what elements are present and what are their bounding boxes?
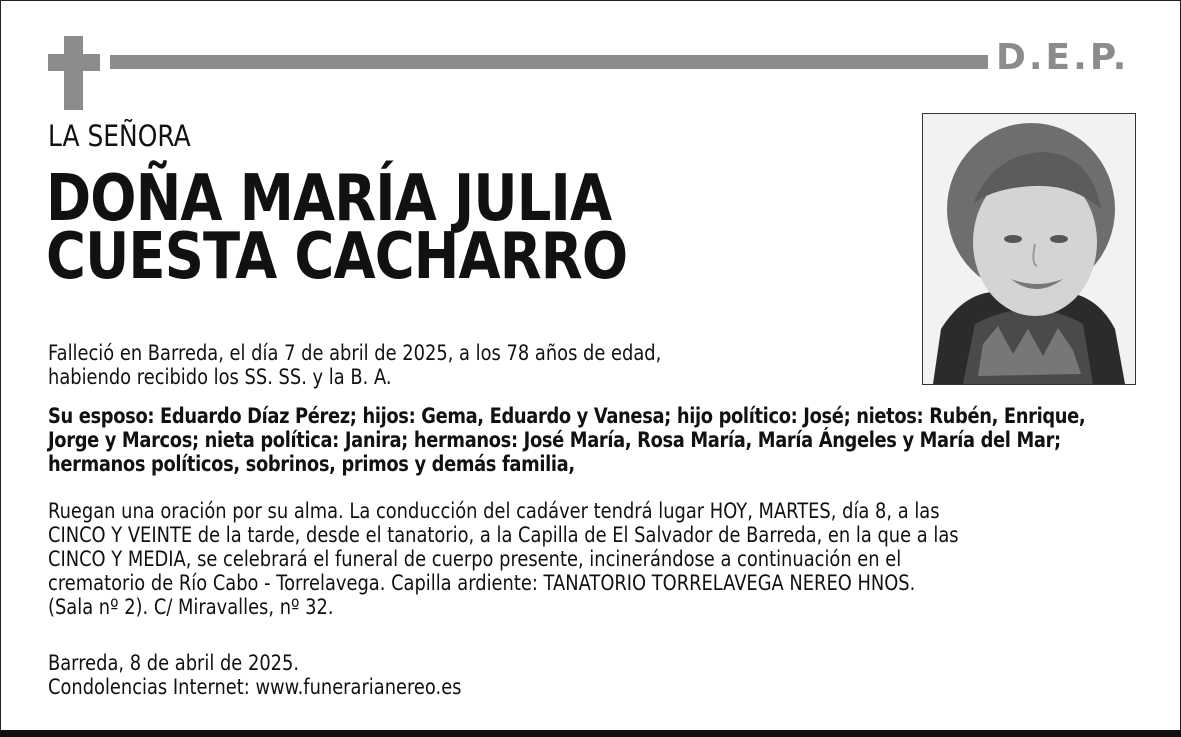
header-rule [110,55,988,69]
honorific: LA SEÑORA [48,119,191,153]
ceremony-line: CINCO Y VEINTE de la tarde, desde el tanatorio, a la Capilla de El Salvador de Barreda, en la que a las [48,523,959,547]
name-line-2: CUESTA CACHARRO [46,220,628,294]
family-line: Jorge y Marcos; nieta política: Janira; hermanos: José María, Rosa María, María Ángeles y María del Mar; [48,428,1061,452]
portrait-photo [922,113,1136,385]
cross-icon [48,36,100,110]
ceremony-details [48,499,1166,619]
ceremony-line: Ruegan una oración por su alma. La conducción del cadáver tendrá lugar HOY, MARTES, día 8, a las [48,499,940,523]
ceremony-line: CINCO Y MEDIA, se celebrará el funeral de cuerpo presente, incinerándose a continuación en el [48,547,902,571]
ceremony-line: (Sala nº 2). C/ Miravalles, nº 32. [48,595,334,619]
deceased-name [46,162,628,294]
ceremony-line: crematorio de Río Cabo - Torrelavega. Capilla ardiente: TANATORIO TORRELAVEGA NEREO HNOS. [48,571,916,595]
family-list [48,404,1179,476]
dep-label: D.E.P. [996,37,1130,78]
death-notice-line: Falleció en Barreda, el día 7 de abril de 2025, a los 78 años de edad, [48,341,662,365]
bottom-bar [0,730,1181,737]
death-notice [48,341,796,389]
family-line: Su esposo: Eduardo Díaz Pérez; hijos: Gema, Eduardo y Vanesa; hijo político: José; nietos: Rubén, Enrique, [48,404,1086,428]
place-date: Barreda, 8 de abril de 2025. [48,651,300,675]
family-line: hermanos políticos, sobrinos, primos y demás familia, [48,452,575,476]
name-line-1: DOÑA MARÍA JULIA [46,162,612,236]
condolences-link[interactable]: Condolencias Internet: www.funerarianereo.es [48,675,462,699]
closing [48,651,643,699]
portrait-illustration [923,114,1135,384]
death-notice-line: habiendo recibido los SS. SS. y la B. A. [48,365,392,389]
